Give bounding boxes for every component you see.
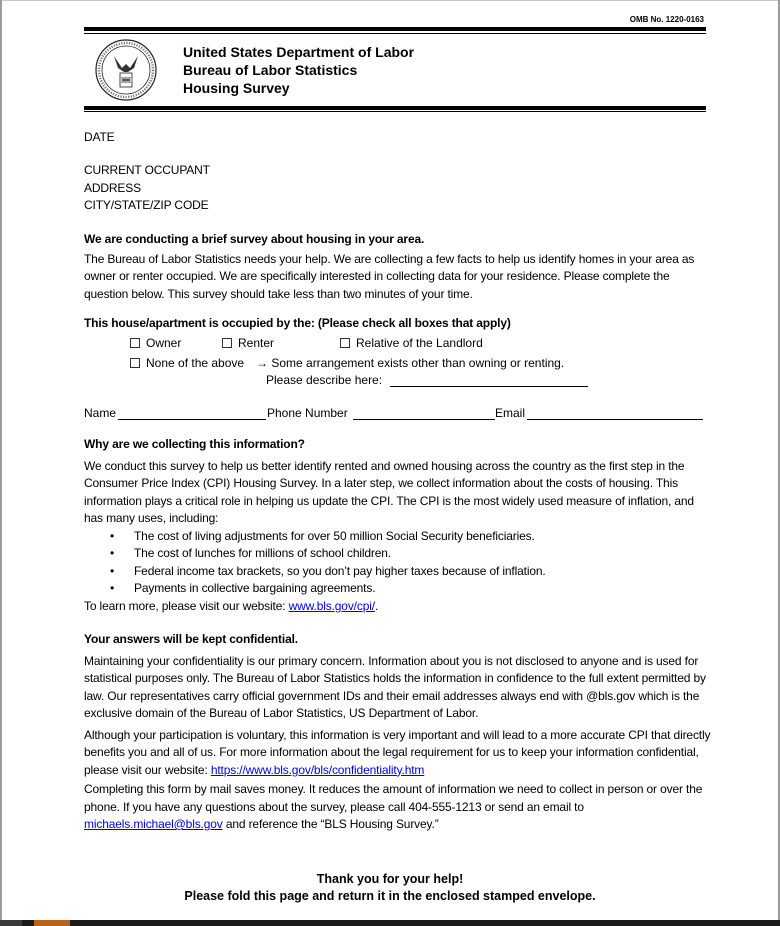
- option-relative-of-landlord[interactable]: [340, 335, 483, 352]
- email-input[interactable]: [527, 419, 703, 420]
- omb-number: OMB No. 1220-0163: [629, 15, 704, 24]
- date-line: DATE: [84, 130, 115, 144]
- email-label: Email: [495, 406, 526, 420]
- window-left-border: [0, 0, 2, 920]
- cpi-website-link[interactable]: www.bls.gov/cpi/: [288, 598, 375, 613]
- confidential-paragraph-1: Maintaining your confidentiality is our primary concern. Information about you is not disclosed to anyone and is used for statistical purposes only. The Bureau of Labor Statistics holds the information in confidence to the full extent permitted by law. Our representatives carry official government IDs and their email addresses always end with @bls.gov which is the exclusive domain of the Bureau of Labor Statistics, US Department of Labor.: [84, 653, 706, 720]
- why-section: [84, 436, 714, 615]
- header-title-department: United States Department of Labor: [183, 44, 415, 60]
- name-input[interactable]: [118, 419, 266, 420]
- closing-instructions: Please fold this page and return it in the enclosed stamped envelope.: [184, 889, 596, 903]
- taskbar-active-app[interactable]: [34, 920, 70, 926]
- learn-more-suffix: .: [374, 598, 379, 613]
- header-top-rule-thick: [84, 27, 706, 31]
- header-title-survey: Housing Survey: [183, 80, 290, 96]
- taskbar-start-area[interactable]: [0, 920, 22, 926]
- checkbox-row-2: [130, 355, 690, 373]
- checkbox-row-1: [130, 335, 630, 353]
- option-renter[interactable]: [222, 335, 274, 352]
- option-renter-label: Renter: [238, 336, 275, 350]
- why-paragraph: We conduct this survey to help us better identify rented and owned housing across the country as the first step in the Consumer Price Index (CPI) Housing Survey. In a later step, we collect information about the costs of housing. This information plays a critical role in helping us update the CPI. The CPI is the most widely used measure of inflation, and has many uses, including:: [84, 458, 694, 525]
- describe-label: Please describe here:: [266, 373, 383, 387]
- header-title-bureau: Bureau of Labor Statistics: [183, 62, 358, 78]
- cpi-use-item: • The cost of living adjustments for over 50 million Social Security beneficiaries.: [84, 528, 714, 546]
- confidential-heading: Your answers will be kept confidential.: [84, 632, 298, 646]
- checkbox-owner[interactable]: [130, 338, 140, 348]
- contact-email-link[interactable]: michaels.michael@bls.gov: [84, 817, 223, 831]
- learn-more-line: [84, 598, 714, 616]
- address-line-occupant: CURRENT OCCUPANT: [84, 163, 210, 177]
- confidential-paragraph-3-suffix: and reference the “BLS Housing Survey.”: [222, 817, 439, 831]
- address-line-address: ADDRESS: [84, 180, 141, 195]
- address-line-city: CITY/STATE/ZIP CODE: [84, 198, 209, 212]
- why-heading: Why are we collecting this information?: [84, 437, 305, 451]
- option-none-of-the-above[interactable]: [130, 355, 244, 372]
- describe-input[interactable]: [390, 386, 588, 387]
- none-explanation: → Some arrangement exists other than owning or renting.: [256, 356, 565, 370]
- confidential-paragraph-2: [84, 727, 714, 780]
- confidential-section: [84, 631, 714, 834]
- cpi-use-item: • Payments in collective bargaining agreements.: [84, 580, 714, 598]
- confidential-paragraph-3: [84, 781, 714, 834]
- option-none-of-the-above-label: None of the above: [146, 356, 245, 370]
- cpi-use-item: • Federal income tax brackets, so you don’t pay higher taxes because of inflation.: [84, 563, 714, 581]
- department-of-labor-seal-icon: [94, 38, 158, 102]
- taskbar: [0, 920, 780, 926]
- intro-section: [84, 231, 714, 303]
- intro-heading: We are conducting a brief survey about housing in your area.: [84, 232, 425, 246]
- header-titles: [183, 43, 414, 97]
- header-bottom-rule-thin: [84, 111, 706, 112]
- cpi-uses-list: [84, 528, 714, 598]
- learn-more-prefix: To learn more, please visit our website:: [84, 598, 289, 613]
- header-bottom-rule-thick: [84, 106, 706, 110]
- cpi-use-item: • The cost of lunches for millions of school children.: [84, 545, 714, 563]
- name-label: Name: [84, 406, 117, 420]
- header-top-rule-thin: [84, 33, 706, 34]
- checkbox-relative-of-landlord[interactable]: [340, 338, 350, 348]
- checkbox-none-of-the-above[interactable]: [130, 358, 140, 368]
- question-heading: This house/apartment is occupied by the: (Please check all boxes that apply): [84, 316, 511, 330]
- address-block: [84, 162, 714, 215]
- confidential-paragraph-3-text: Completing this form by mail saves money. It reduces the amount of information we need to collect in person or over the phone. If you have any questions about the survey, please call 404-555-1213 or send an email to: [84, 782, 703, 814]
- phone-input[interactable]: [353, 419, 495, 420]
- intro-paragraph: The Bureau of Labor Statistics needs your help. We are collecting a few facts to help us identify homes in your area as owner or renter occupied. We are specifically interested in collecting data for your residence. Please complete the question below. This survey should take less than two minutes of your time.: [84, 251, 695, 301]
- option-relative-of-landlord-label: Relative of the Landlord: [356, 336, 483, 350]
- option-owner-label: Owner: [146, 336, 182, 350]
- confidentiality-website-link[interactable]: https://www.bls.gov/bls/confidentiality.htm: [210, 762, 425, 777]
- closing-thank-you: Thank you for your help!: [316, 872, 464, 886]
- checkbox-renter[interactable]: [222, 338, 232, 348]
- phone-label: Phone Number: [267, 406, 348, 420]
- window-top-border: [0, 0, 780, 1]
- option-owner[interactable]: [130, 335, 181, 352]
- confidential-paragraph-2-text: Although your participation is voluntary, this information is very important and will lead to a more accurate CPI that directly benefits you and all of us. For more information about the legal requirement for us to keep your information confidential, please visit our website:: [84, 727, 711, 777]
